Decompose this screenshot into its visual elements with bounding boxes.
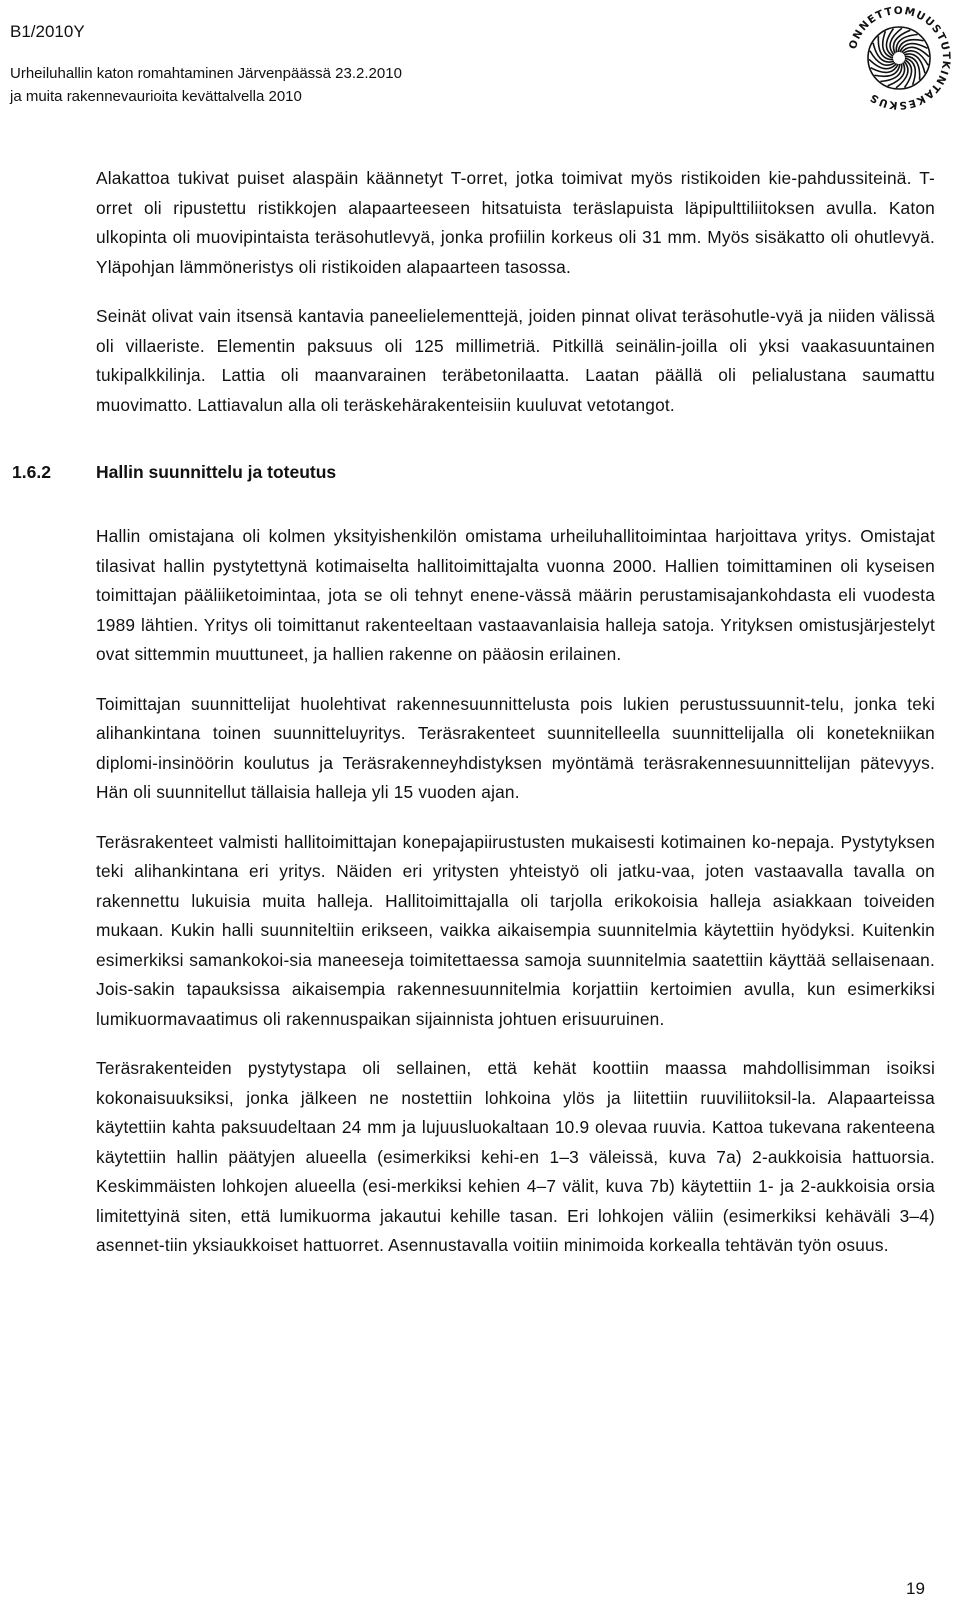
report-title-line-2: ja muita rakennevaurioita kevättalvella 2010	[10, 88, 302, 105]
page-number: 19	[906, 1579, 925, 1598]
section-title: Hallin suunnittelu ja toteutus	[96, 462, 337, 482]
main-content	[12, 164, 935, 1281]
paragraph-walls-floor: Seinät olivat vain itsensä kantavia paneelielementtejä, joiden pinnat olivat teräsohutle-vyä ja niiden välissä oli villaeriste. Elementin paksuus oli 125 millimetriä. Pitkillä seinälin-joilla oli yksi vaakasuuntainen tukipalkkilinja. Lattia oli maanvarainen teräbetonilaatta. Laatan päällä oli pelialustana saumattu muovimatto. Lattiavalun alla oli teräskehärakenteisiin kuuluvat vetotangot.	[96, 306, 935, 415]
paragraph-designers: Toimittajan suunnittelijat huolehtivat rakennesuunnittelusta pois lukien perustussuunnit-telu, jonka teki alihankintana toinen suunnitteluyritys. Teräsrakenteet suunnitelleella suunnittelijalla oli konetekniikan diplomi-insinöörin koulutus ja Teräsrakenneyhdistyksen myöntämä teräsrakennesuunnittelijan pätevyys. Hän oli suunnitellut tällaisia halleja yli 15 vuoden ajan.	[96, 693, 935, 802]
section-heading	[12, 462, 935, 492]
svg-text:ONNETTOMUUSTUTKINTAKESKUS	[847, 5, 952, 111]
paragraph-roof-structure: Alakattoa tukivat puiset alaspäin käännetyt T-orret, jotka toimivat myös ristikoiden kie-pahdussiteinä. T-orret oli ripustettu ristikkojen alapaarteeseen hitsatuista teräslapuista läpipulttiliitoksen avulla. Katon ulkopinta oli muovipintaista teräsohutlevyä, jonka profiilin korkeus oli 31 mm. Myös sisäkatto oli ohutlevyä. Yläpohjan lämmöneristys oli ristikoiden alapaarteen tasossa.	[96, 168, 935, 277]
document-id: B1/2010Y	[10, 22, 85, 41]
page-header	[10, 22, 402, 108]
seal-spiral-icon	[868, 27, 930, 89]
onnettomuustutkintakeskus-logo	[843, 2, 955, 114]
report-title-line-1: Urheiluhallin katon romahtaminen Järvenpäässä 23.2.2010	[10, 65, 402, 82]
paragraph-erection: Teräsrakenteiden pystytystapa oli sellainen, että kehät koottiin maassa mahdollisimman isoiksi kokonaisuuksiksi, jonka jälkeen ne nostettiin lohkoina ylös ja liitettiin ruuviliitoksil-la. Alapaarteissa käytettiin kahta paksuudeltaan 24 mm ja lujuusluokaltaan 10.9 olevaa ruuvia. Kattoa tukevana rakenteena käytettiin hallin päätyjen alueella (esimerkiksi kehi-en 1–3 väleissä, kuva 7a) 2-aukkoisia hattuorsia. Keskimmäisten lohkojen alueella (esi-merkiksi kehien 4–7 välit, kuva 7b) käytettiin 1- ja 2-aukkoisia orsia limitettyinä siten, että lumikuorma jakautui kehille tasan. Eri lohkojen väliin (esimerkiksi kehäväli 3–4) asennet-tiin yksiaukkoiset hattuorret. Asennustavalla voitiin minimoida korkealla tehtävän työn osuus.	[96, 1058, 935, 1255]
section-number: 1.6.2	[12, 462, 51, 482]
paragraph-manufacturing: Teräsrakenteet valmisti hallitoimittajan konepajapiirustusten mukaisesti kotimainen ko-nepaja. Pystytyksen teki alihankintana eri yritys. Näiden eri yritysten yhteistyö oli jatku-vaa, joten vastaavalla tavalla on rakennettu lukuisia muita halleja. Hallitoimittajalla oli tarjolla erikokoisia halleja asiakkaan toiveiden mukaan. Kukin halli suunniteltiin erikseen, vaikka aikaisempia suunnitelmia käytettiin hyödyksi. Kuitenkin esimerkiksi samankokoi-sia maneeseja toimitettaessa samoja suunnitelmia saatettiin käyttää sellaisenaan. Jois-sakin tapauksissa aikaisempia rakennesuunnitelmia korjattiin kertoimien avulla, kun esimerkiksi lumikuormavaatimus oli rakennuspaikan sijainnista johtuen erisuuruinen.	[96, 831, 935, 1029]
logo-ring-text: ONNETTOMUUSTUTKINTAKESKUS	[846, 4, 953, 112]
paragraph-hall-owner: Hallin omistajana oli kolmen yksityishenkilön omistama urheiluhallitoimintaa harjoittava yritys. Omistajat tilasivat hallin pystytettynä kotimaiselta hallitoimittajalta vuonna 2000. Hallien toimittaminen oli kyseisen toimittajan pääliiketoimintaa, jota se oli tehnyt enene-vässä määrin perustamisajankohdasta eli vuodesta 1989 lähtien. Yritys oli toimittanut rakenteeltaan vastaavanlaisia halleja satoja. Yrityksen omistusjärjestelyt ovat sittemmin muuttuneet, ja hallien rakenne on pääosin erilainen.	[96, 526, 935, 664]
